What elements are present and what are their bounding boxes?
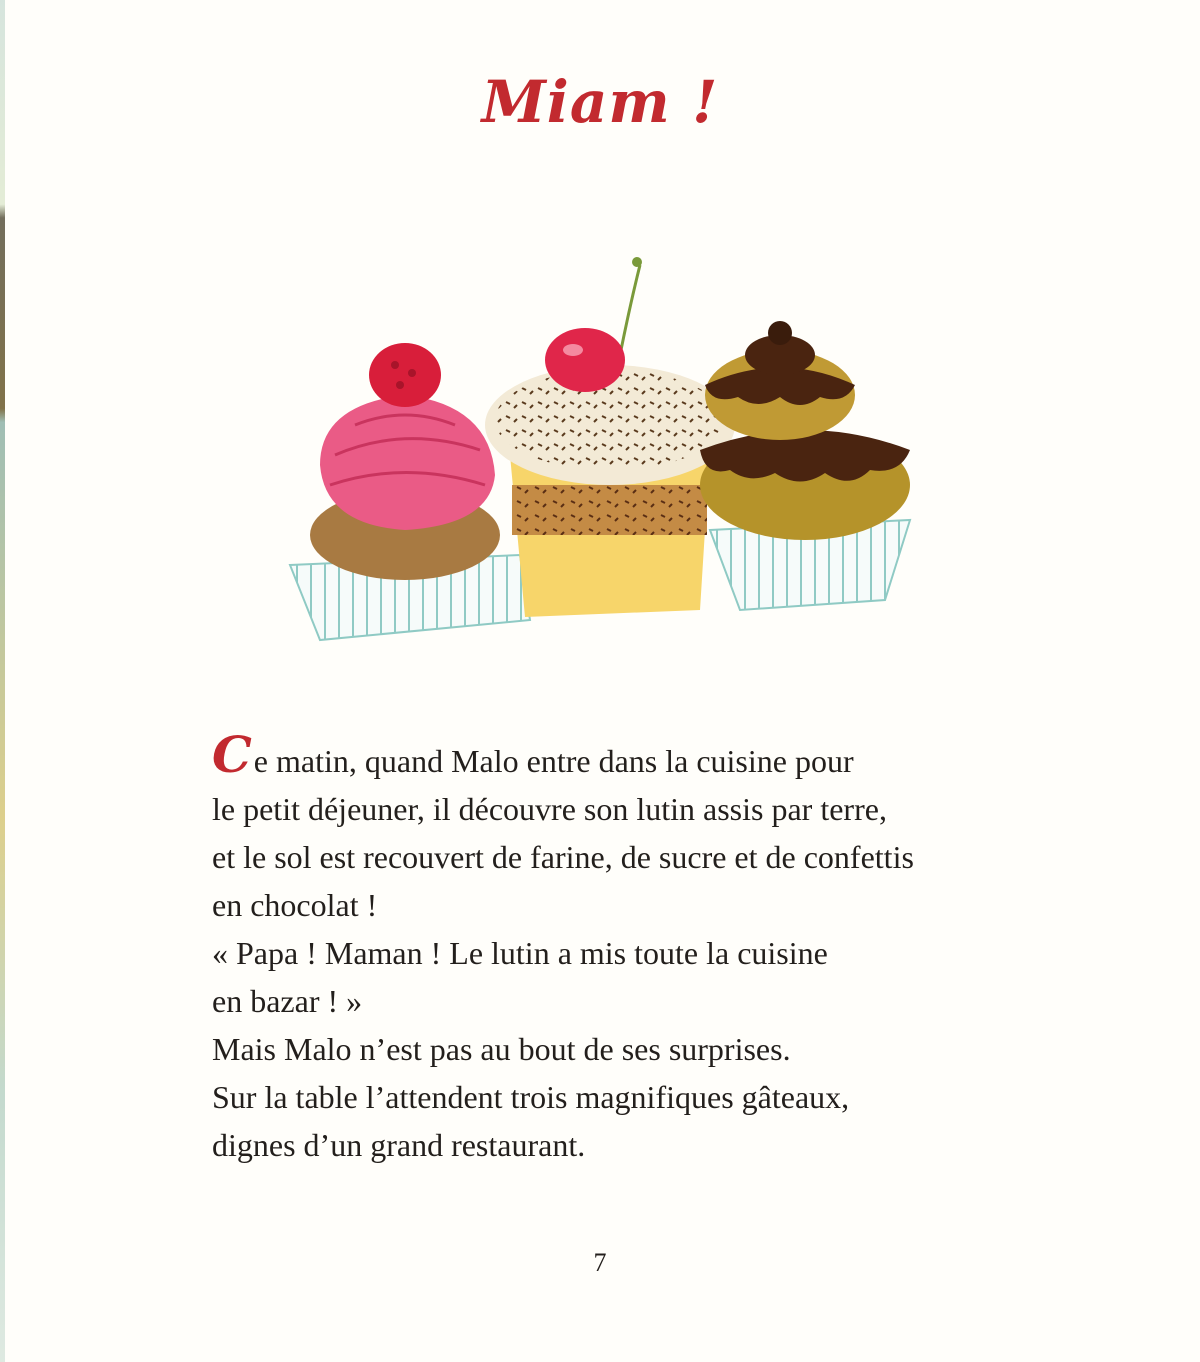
page-edge-strip [0,0,5,1362]
story-text [212,725,1052,1169]
story-line-1 [212,725,1052,785]
cherry-cake-slice [485,257,735,617]
page-title: Miam ! [481,68,719,136]
story-line-2: le petit déjeuner, il découvre son lutin assis par terre, [212,791,887,827]
story-line-4: en chocolat ! [212,887,378,923]
story-line-9: dignes d’un grand restaurant. [212,1127,586,1163]
first-line-text: e matin, quand Malo entre dans la cuisine pour [253,743,854,779]
raspberry-cupcake [290,343,530,640]
pastries-illustration [280,245,930,715]
story-line-5: « Papa ! Maman ! Le lutin a mis toute la cuisine [212,935,828,971]
drop-cap: C [212,725,252,784]
story-line-7: Mais Malo n’est pas au bout de ses surprises. [212,1031,791,1067]
story-line-6: en bazar ! » [212,983,363,1019]
story-line-3: et le sol est recouvert de farine, de sucre et de confettis [212,839,914,875]
page-number: 7 [593,1248,607,1277]
chocolate-religieuse [700,321,910,610]
story-line-8: Sur la table l’attendent trois magnifiques gâteaux, [212,1079,850,1115]
